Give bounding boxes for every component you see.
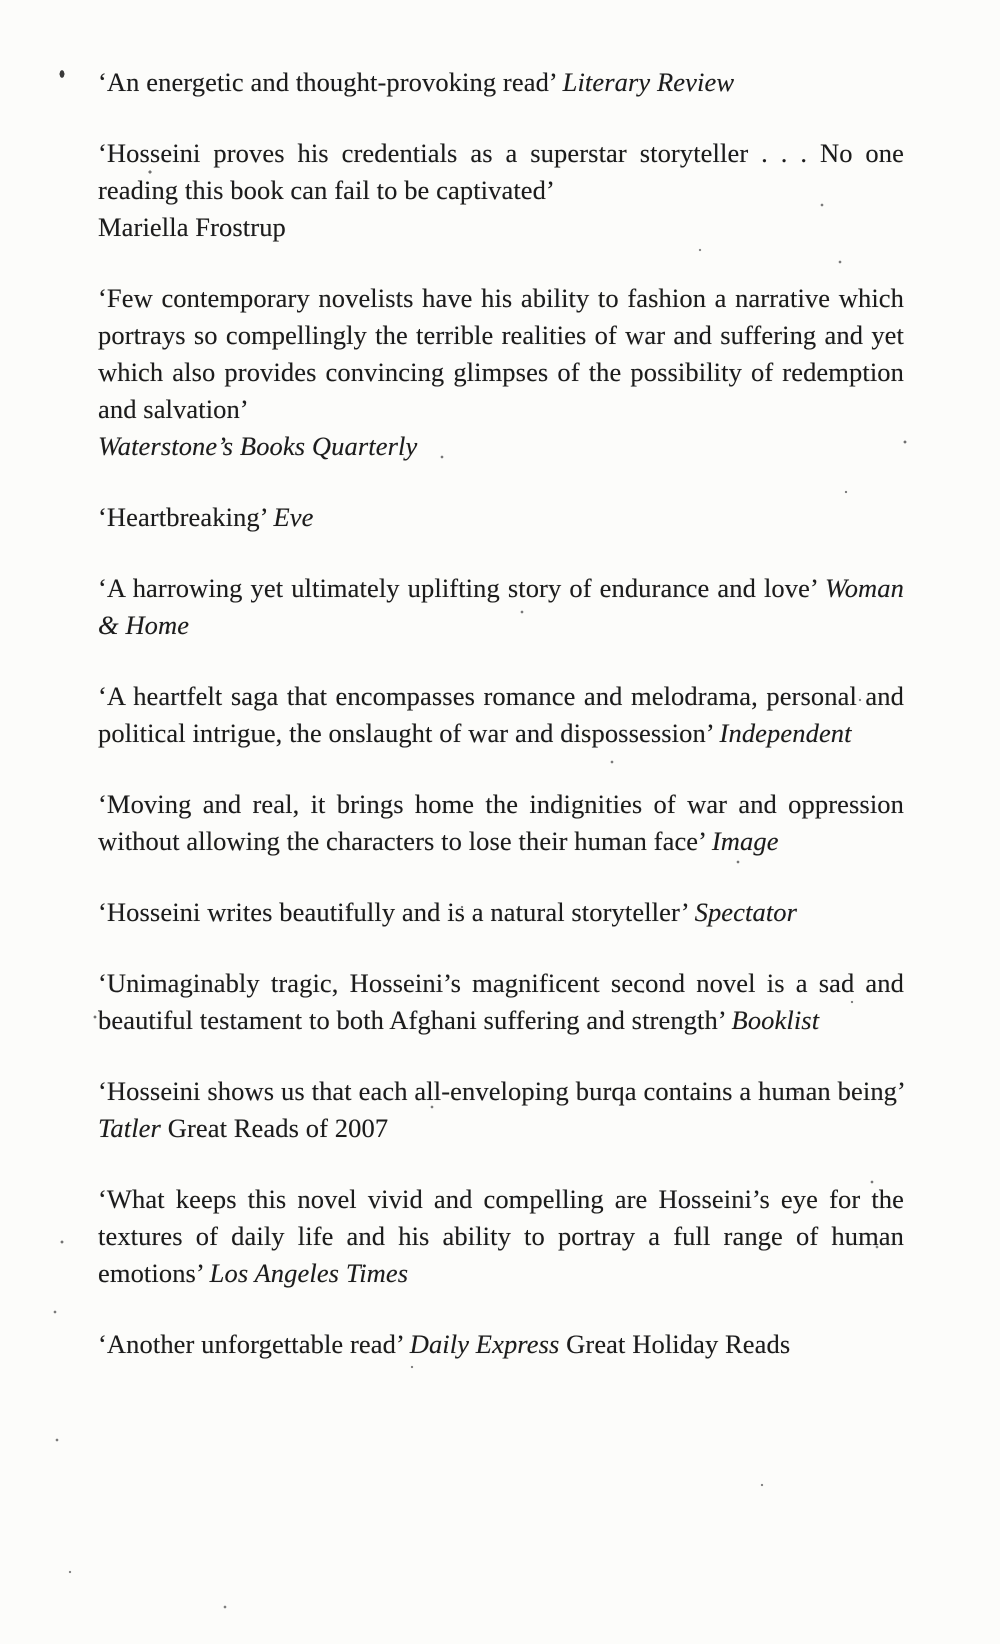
quote-source: Mariella Frostrup: [98, 212, 286, 242]
quote-text: ‘What keeps this novel vivid and compelling are Hosseini’s eye for the textures of daily life and his ability to portray a full range of human emotions’: [98, 1184, 904, 1288]
quote-text: ‘A harrowing yet ultimately uplifting story of endurance and love’: [98, 573, 817, 603]
quote-text: ‘Hosseini shows us that each all-enveloping burqa contains a human being’: [98, 1076, 904, 1106]
review-quote: [98, 1073, 904, 1147]
review-quote: [98, 280, 904, 465]
quote-text: ‘An energetic and thought-provoking read’: [98, 67, 556, 97]
review-quote: [98, 786, 904, 860]
review-quote: [98, 499, 904, 536]
review-quote: [98, 678, 904, 752]
quote-source: Image: [711, 826, 779, 856]
quote-text: ‘Hosseini writes beautifully and is a natural storyteller’: [98, 897, 688, 927]
review-quote: [98, 1326, 904, 1363]
review-quote: [98, 894, 904, 931]
quote-text: ‘Heartbreaking’: [98, 502, 267, 532]
review-quote: [98, 965, 904, 1039]
review-quote: [98, 570, 904, 644]
quote-source: Waterstone’s Books Quarterly: [98, 431, 418, 461]
quote-source-suffix: Great Reads of 2007: [167, 1113, 389, 1143]
review-quote: [98, 64, 904, 101]
quote-source: Booklist: [731, 1005, 820, 1035]
quote-source: Woman & Home: [98, 573, 904, 640]
quote-text: ‘Moving and real, it brings home the indignities of war and oppression without allowing the characters to lose their human face’: [98, 789, 904, 856]
quote-text: ‘A heartfelt saga that encompasses romance and melodrama, personal and political intrigue, the onslaught of war and dispossession’: [98, 681, 904, 748]
quote-text: ‘Unimaginably tragic, Hosseini’s magnificent second novel is a sad and beautiful testament to both Afghani suffering and strength’: [98, 968, 904, 1035]
quote-text: ‘Another unforgettable read’: [98, 1329, 403, 1359]
quote-source: Tatler: [98, 1113, 161, 1143]
quote-source: Literary Review: [562, 67, 735, 97]
quote-text: ‘Few contemporary novelists have his ability to fashion a narrative which portrays so compellingly the terrible realities of war and suffering and yet which also provides convincing glimpses of the possibility of redemption and salvation’: [98, 283, 904, 424]
quote-source: Eve: [273, 502, 314, 532]
quote-source: Los Angeles Times: [209, 1258, 409, 1288]
review-quote: [98, 1181, 904, 1292]
quote-source: Daily Express: [409, 1329, 560, 1359]
quote-source: Independent: [719, 718, 852, 748]
quote-source: Spectator: [694, 897, 798, 927]
review-quote: [98, 135, 904, 246]
quote-source-suffix: Great Holiday Reads: [566, 1329, 791, 1359]
quote-text: ‘Hosseini proves his credentials as a superstar storyteller . . . No one reading this book can fail to be captivated’: [98, 138, 904, 205]
